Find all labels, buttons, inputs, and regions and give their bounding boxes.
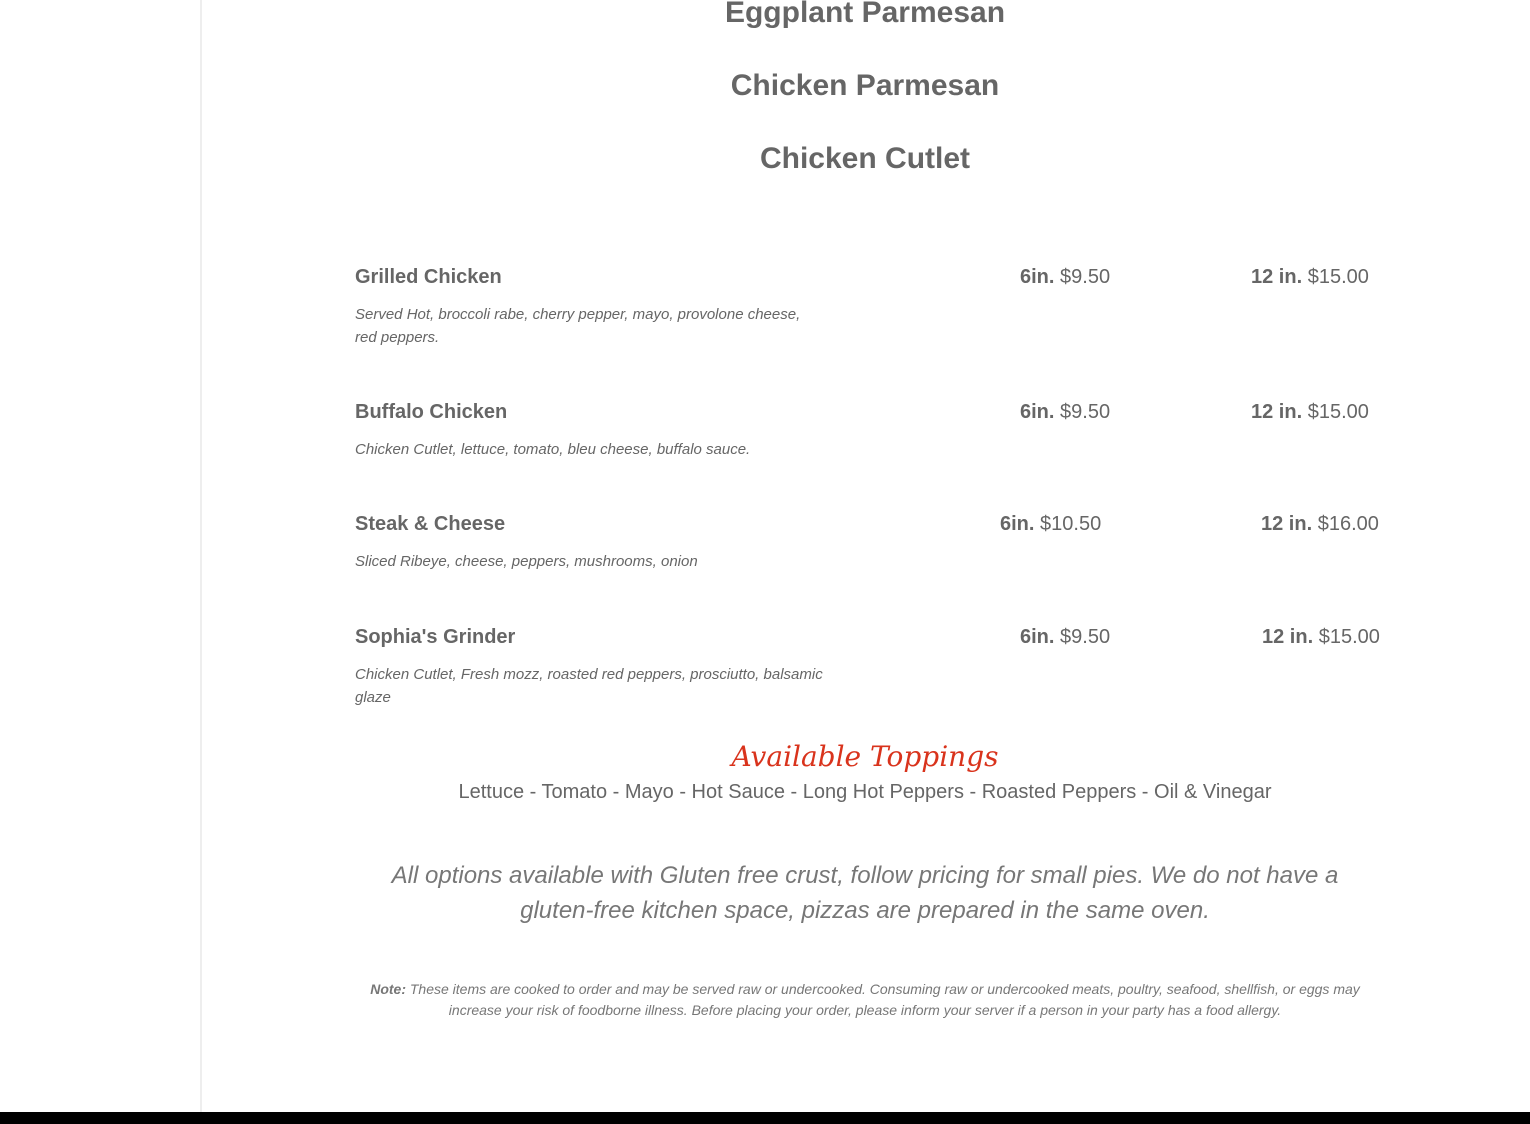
menu-item-description: Chicken Cutlet, Fresh mozz, roasted red peppers, prosciutto, balsamic glaze — [355, 666, 823, 706]
large-price — [1261, 513, 1379, 536]
small-price — [1020, 401, 1110, 424]
menu-item-name: Sophia's Grinder — [355, 626, 516, 648]
small-price-value: $9.50 — [1060, 401, 1111, 423]
large-price-value: $16.00 — [1317, 513, 1379, 535]
small-price — [1020, 266, 1110, 289]
large-size-label: 12 in. — [1251, 401, 1303, 423]
menu-item-name: Steak & Cheese — [355, 513, 506, 535]
menu-item-name: Grilled Chicken — [355, 266, 502, 288]
small-price-value: $10.50 — [1040, 513, 1102, 535]
small-size-label: 6in. — [1020, 266, 1055, 288]
large-size-label: 12 in. — [1251, 266, 1303, 288]
allergy-note-label: Note: — [370, 981, 406, 997]
footer-bar — [0, 1112, 1530, 1124]
small-size-label: 6in. — [1020, 626, 1055, 648]
allergy-note — [355, 979, 1375, 1021]
large-price — [1251, 401, 1369, 424]
small-price — [1020, 626, 1110, 649]
heading-chicken-cutlet: Chicken Cutlet — [759, 142, 971, 175]
large-size-label: 12 in. — [1261, 513, 1313, 535]
gluten-free-note: All options available with Gluten free crust, follow pricing for small pies. We do not have a gluten-free kitchen space, pizzas are prepared in the same oven. — [391, 862, 1339, 924]
large-price-value: $15.00 — [1318, 626, 1380, 648]
menu-item-description: Served Hot, broccoli rabe, cherry pepper, mayo, provolone cheese, red peppers. — [355, 306, 801, 346]
large-size-label: 12 in. — [1262, 626, 1314, 648]
small-size-label: 6in. — [1020, 401, 1055, 423]
toppings-title: Available Toppings — [731, 740, 999, 773]
heading-eggplant-parmesan: Eggplant Parmesan — [724, 0, 1006, 29]
toppings-list: Lettuce - Tomato - Mayo - Hot Sauce - Long Hot Peppers - Roasted Peppers - Oil & Vinegar — [458, 781, 1272, 803]
large-price — [1251, 266, 1369, 289]
large-price-value: $15.00 — [1307, 401, 1369, 423]
large-price — [1262, 626, 1380, 649]
heading-chicken-parmesan: Chicken Parmesan — [730, 69, 1000, 102]
small-price-value: $9.50 — [1060, 266, 1111, 288]
menu-item-name: Buffalo Chicken — [355, 401, 508, 423]
menu-item-description: Chicken Cutlet, lettuce, tomato, bleu cheese, buffalo sauce. — [355, 441, 751, 458]
small-price — [1000, 513, 1101, 536]
menu-item-description: Sliced Ribeye, cheese, peppers, mushrooms, onion — [355, 553, 698, 570]
large-price-value: $15.00 — [1307, 266, 1369, 288]
allergy-note-text: These items are cooked to order and may be served raw or undercooked. Consuming raw or undercooked meats, poultry, seafood, shellfish, or eggs may increase your risk of foodborne illness. Before placing your order, please inform your server if a person in your party has a food allergy. — [409, 981, 1360, 1018]
small-size-label: 6in. — [1000, 513, 1035, 535]
small-price-value: $9.50 — [1060, 626, 1111, 648]
